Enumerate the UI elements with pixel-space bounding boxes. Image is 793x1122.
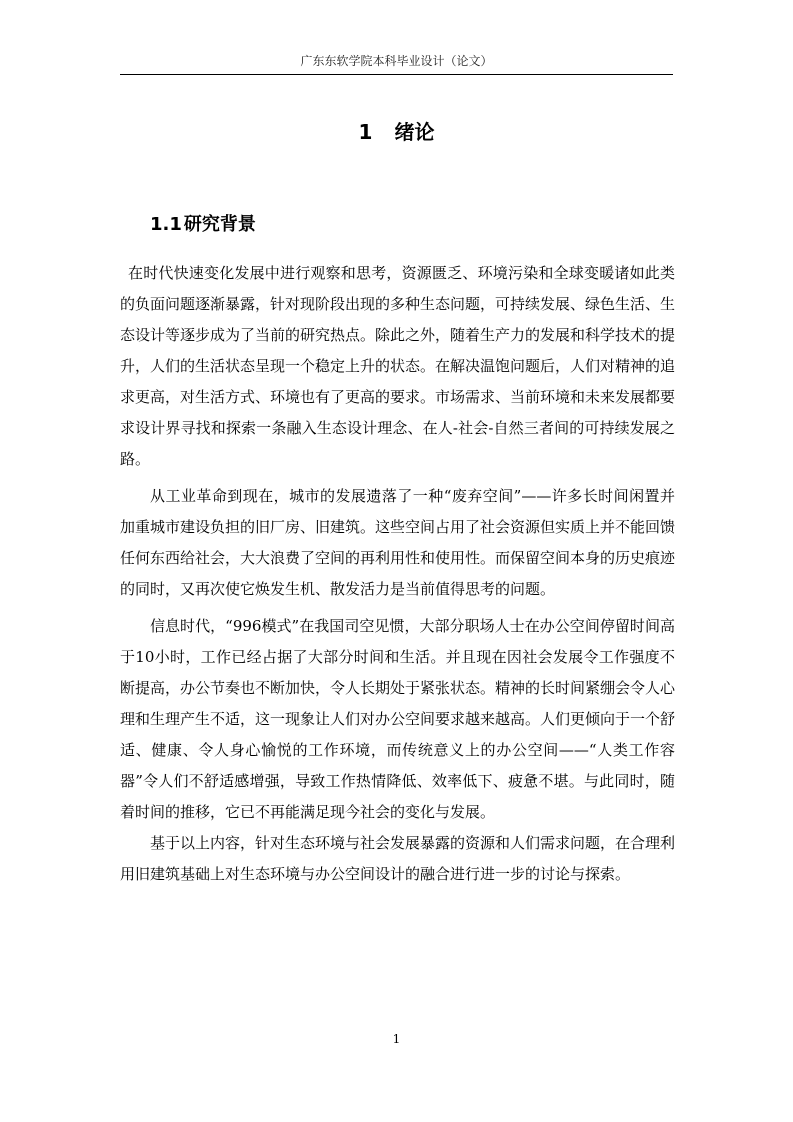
body-text [120, 258, 675, 890]
page-number: 1 [392, 1032, 401, 1046]
section-title: 研究背景 [183, 214, 256, 235]
chapter-number: 1 [358, 120, 373, 144]
header-rule [120, 74, 673, 75]
paragraph: 基于以上内容，针对生态环境与社会发展暴露的资源和人们需求问题，在合理利用旧建筑基础上对生态环境与办公空间设计的融合进行进一步的讨论与探索。 [120, 834, 676, 883]
paragraph: 从工业革命到现在，城市的发展遗落了一种“废弃空间”——许多长时间闲置并加重城市建设负担的旧厂房、旧建筑。这些空间占用了社会资源但实质上并不能回馈任何东西给社会，大大浪费了空间的再利用性和使用性。而保留空间本身的历史痕迹的同时，又再次使它焕发生机、散发活力是当前值得思考的问题。 [120, 487, 676, 598]
paragraph: 在时代快速变化发展中进行观察和思考，资源匮乏、环境污染和全球变暖诸如此类的负面问题逐渐暴露，针对现阶段出现的多种生态问题，可持续发展、绿色生活、生态设计等逐步成为了当前的研究热点。除此之外，随着生产力的发展和科学技术的提升，人们的生活状态呈现一个稳定上升的状态。在解决温饱问题后，人们对精神的追求更高，对生活方式、环境也有了更高的要求。市场需求、当前环境和未来发展都要求设计界寻找和探索一条融入生态设计理念、在人-社会-自然三者间的可持续发展之路。 [120, 264, 676, 468]
chapter-title: 绪论 [394, 120, 435, 144]
chapter-heading [120, 118, 673, 146]
section-number: 1.1 [150, 214, 182, 235]
section-heading [150, 212, 256, 238]
paragraph: 信息时代，“996模式”在我国司空见惯，大部分职场人士在办公空间停留时间高于10小时，工作已经占据了大部分时间和生活。并且现在因社会发展令工作强度不断提高，办公节奏也不断加快，令人长期处于紧张状态。精神的长时间紧绷会令人心理和生理产生不适，这一现象让人们对办公空间要求越来越高。人们更倾向于一个舒适、健康、令人身心愉悦的工作环境，而传统意义上的办公空间——“人类工作容器”令人们不舒适感增强，导致工作热情降低、效率低下、疲惫不堪。与此同时，随着时间的推移，它已不再能满足现今社会的变化与发展。 [120, 617, 676, 821]
running-header: 广东东软学院本科毕业设计（论文） [300, 54, 493, 68]
